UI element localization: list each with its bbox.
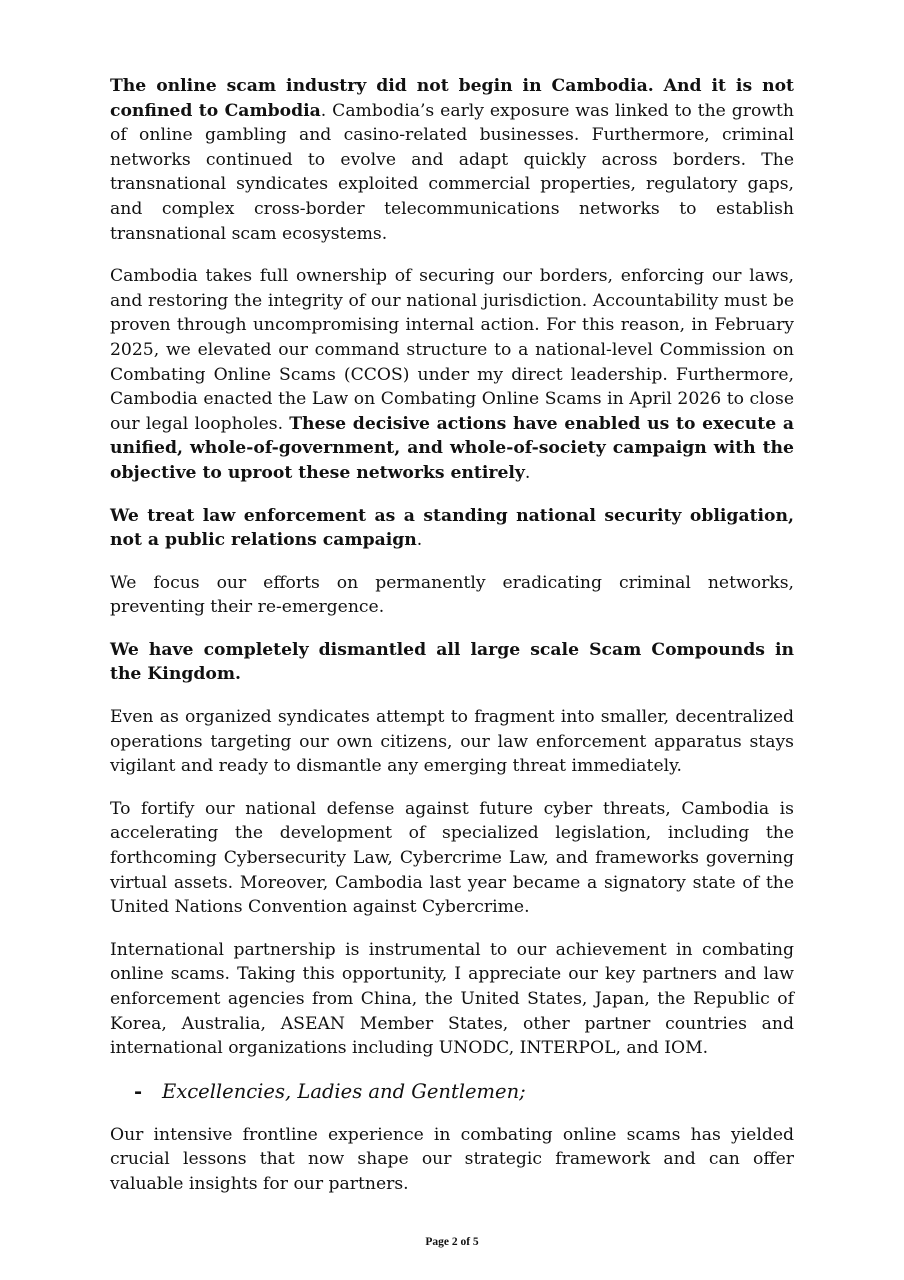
paragraph-focus-text: We focus our efforts on permanently eradicating criminal networks, preventing their re-emergence. [110, 572, 794, 618]
paragraph-partnership-text: International partnership is instrumental to our achievement in combating online scams. Taking this opportunity, I appreciate our key partners and law enforcement agencies from China, the United States, Japan, the Republic of Korea, Australia, ASEAN Member States, other partner countries and international organizations including UNODC, INTERPOL, and IOM. [110, 939, 794, 1059]
paragraph-law-enforcement [110, 504, 794, 553]
paragraph-origins-text: . Cambodia’s early exposure was linked to the growth of online gambling and casino-related businesses. Furthermore, criminal networks continued to evolve and adapt quickly across borders. The transnational syndicates exploited commercial properties, regulatory gaps, and complex cross-border telecommunications networks to establish transnational scam ecosystems. [110, 100, 794, 244]
salutation-dash: - [134, 1079, 143, 1103]
paragraph-legislation-text: To fortify our national defense against future cyber threats, Cambodia is accelerating the development of specialized legislation, including the forthcoming Cybersecurity Law, Cybercrime Law, and frameworks governing virtual assets. Moreover, Cambodia last year became a signatory state of the United Nations Convention against Cybercrime. [110, 798, 794, 918]
salutation-text: Excellencies, Ladies and Gentlemen; [162, 1079, 526, 1103]
paragraph-dismantled-bold-lead: We have completely dismantled all large scale Scam Compounds in the Kingdom. [110, 639, 794, 685]
paragraph-legislation [110, 797, 794, 920]
paragraph-syndicates [110, 705, 794, 779]
paragraph-law-enforcement-text: . [416, 530, 423, 551]
salutation-line [110, 1079, 794, 1105]
paragraph-ownership-end: . [524, 462, 531, 483]
paragraph-closing-text: Our intensive frontline experience in combating online scams has yielded crucial lessons that now shape our strategic framework and can offer valuable insights for our partners. [110, 1124, 794, 1194]
paragraph-origins-bold-lead: The online scam industry did not begin in Cambodia. And it is not confined to Cambodia [110, 76, 794, 121]
document-body [110, 74, 794, 1215]
paragraph-dismantled [110, 638, 794, 687]
paragraph-syndicates-text: Even as organized syndicates attempt to fragment into smaller, decentralized operations targeting our own citizens, our law enforcement apparatus stays vigilant and ready to dismantle any emerging threat immediately. [110, 707, 794, 777]
paragraph-ownership-bold-tail: These decisive actions have enabled us to execute a unified, whole-of-government, and whole-of-society campaign with the objective to uproot these networks entirely [110, 413, 794, 483]
paragraph-ownership [110, 264, 794, 485]
paragraph-law-enforcement-bold-lead: We treat law enforcement as a standing national security obligation, not a public relations campaign [110, 505, 794, 551]
page-number: Page 2 of 5 [425, 1236, 479, 1248]
paragraph-partnership [110, 938, 794, 1061]
paragraph-closing [110, 1123, 794, 1197]
paragraph-origins [110, 74, 794, 246]
paragraph-ownership-text: Cambodia takes full ownership of securing our borders, enforcing our laws, and restoring the integrity of our national jurisdiction. Accountability must be proven through uncompromising internal action. For this reason, in February 2025, we elevated our command structure to a national-level Commission on Combating Online Scams (CCOS) under my direct leadership. Furthermore, Cambodia enacted the Law on Combating Online Scams in April 2026 to close our legal loopholes. [110, 266, 794, 434]
paragraph-focus [110, 571, 794, 620]
